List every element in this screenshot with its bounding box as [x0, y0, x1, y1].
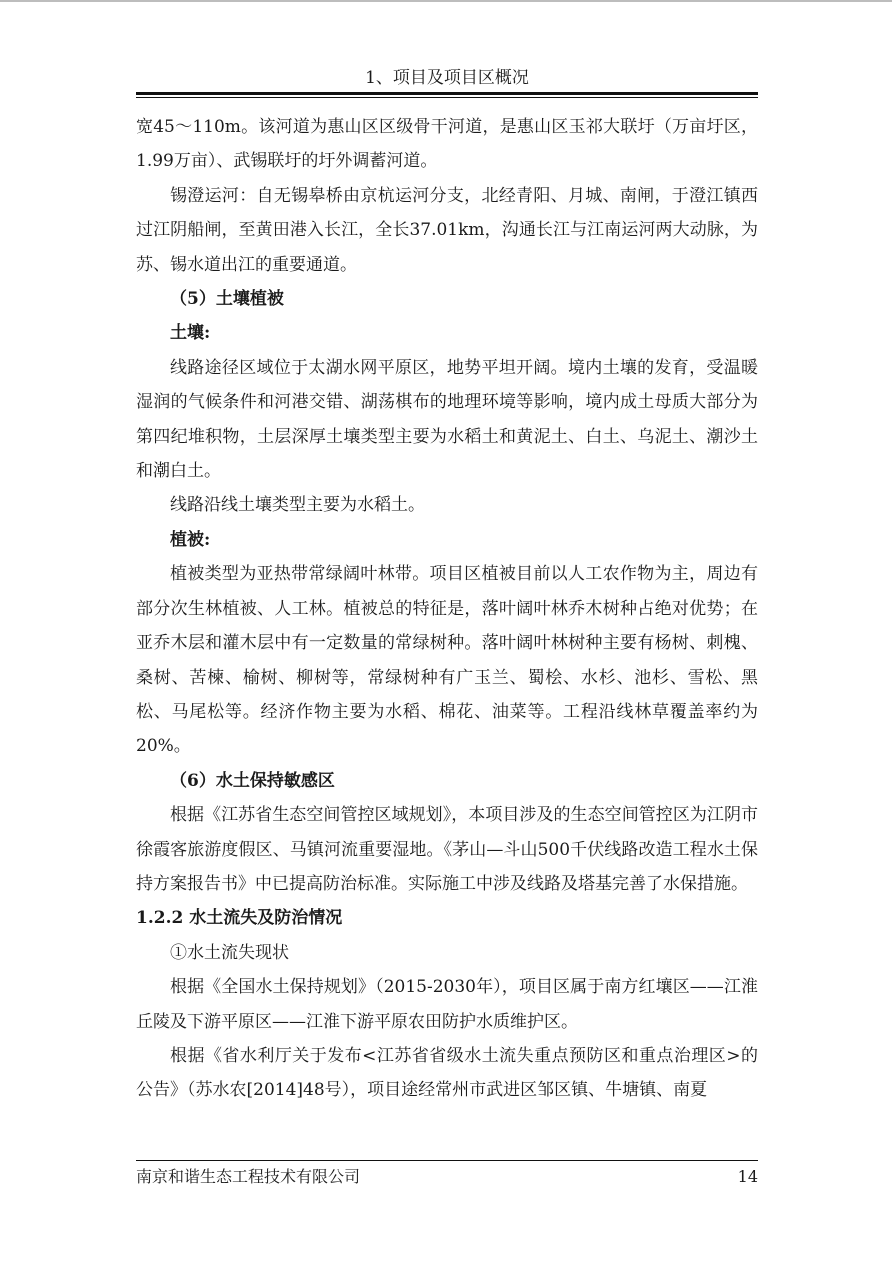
footer-rule: [136, 1160, 758, 1161]
heading-sensitive-area: （6）水土保持敏感区: [170, 770, 335, 791]
header-rule-thick: [136, 92, 758, 95]
paragraph-soil: 线路途径区域位于太湖水网平原区，地势平坦开阔。境内土壤的发育，受温暖湿润的气候条件和河港交错、湖荡棋布的地理环境等影响，境内成土母质大部分为第四纪堆积物，土层深厚土壤类型主要为水稻土和黄泥土、白土、乌泥土、潮沙土和潮白土。: [136, 357, 758, 482]
paragraph-soil-type: 线路沿线土壤类型主要为水稻土。: [170, 495, 425, 516]
page-number: 14: [737, 1167, 758, 1186]
header-rule-thin: [136, 97, 758, 98]
paragraph-sensitive-area: 根据《江苏省生态空间管控区域规划》，本项目涉及的生态空间管控区为江阴市徐霞客旅游度假区、马镇河流重要湿地。《茅山—斗山500千伏线路改造工程水土保持方案报告书》中已提高防治标准。实际施工中涉及线路及塔基完善了水保措施。: [136, 805, 758, 894]
heading-1-2-2: 1.2.2 水土流失及防治情况: [136, 908, 343, 929]
paragraph-national-plan: 根据《全国水土保持规划》（2015-2030年），项目区属于南方红壤区——江淮丘陵及下游平原区——江淮下游平原农田防护水质维护区。: [136, 977, 758, 1032]
paragraph-erosion-status: ①水土流失现状: [170, 942, 289, 963]
paragraph-provincial-notice: 根据《省水利厅关于发布<江苏省省级水土流失重点预防区和重点治理区>的公告》（苏水农[2014]48号），项目途经常州市武进区邹区镇、牛塘镇、南夏: [136, 1045, 758, 1101]
page-top-border: [0, 0, 892, 2]
label-vegetation: 植被:: [170, 529, 211, 550]
body-content: [136, 110, 758, 1108]
paragraph-river-width: 宽45～110m。该河道为惠山区区级骨干河道，是惠山区玉祁大联圩（万亩圩区，1.99万亩）、武锡联圩的圩外调蓄河道。: [136, 117, 758, 172]
footer-company: 南京和谐生态工程技术有限公司: [136, 1167, 361, 1186]
paragraph-xicheng-canal: 锡澄运河：自无锡皋桥由京杭运河分支，北经青阳、月城、南闸，于澄江镇西过江阴船闸，至黄田港入长江，全长37.01km，沟通长江与江南运河两大动脉，为苏、锡水道出江的重要通道。: [136, 185, 758, 275]
paragraph-vegetation: 植被类型为亚热带常绿阔叶林带。项目区植被目前以人工农作物为主，周边有部分次生林植被、人工林。植被总的特征是，落叶阔叶林乔木树种占绝对优势；在亚乔木层和灌木层中有一定数量的常绿树种。落叶阔叶林树种主要有杨树、刺槐、桑树、苦楝、榆树、柳树等，常绿树种有广玉兰、蜀桧、水杉、池杉、雪松、黑松、马尾松等。经济作物主要为水稻、棉花、油菜等。工程沿线林草覆盖率约为20%。: [136, 564, 758, 757]
heading-soil-vegetation: （5）土壤植被: [170, 289, 284, 310]
label-soil: 土壤:: [170, 323, 211, 344]
running-header: 1、项目及项目区概况: [365, 68, 529, 88]
